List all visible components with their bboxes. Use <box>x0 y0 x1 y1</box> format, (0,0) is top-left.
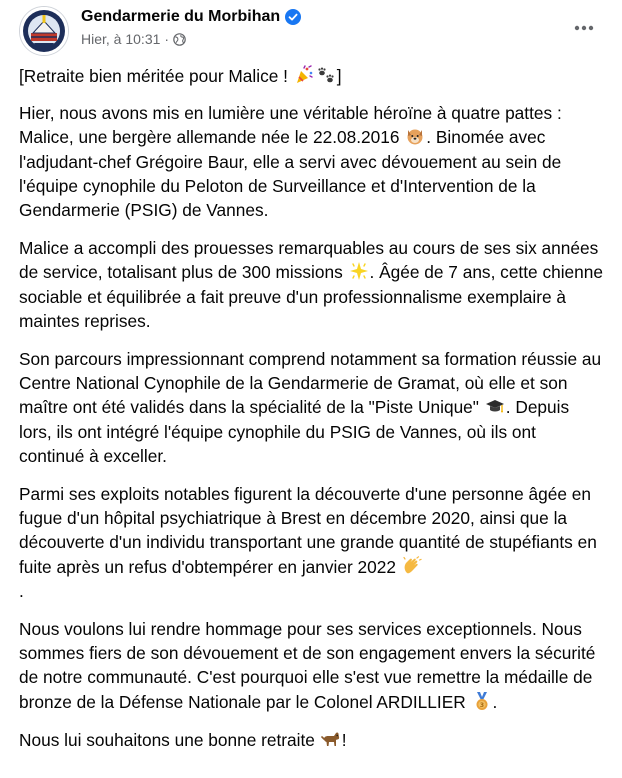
post-message <box>19 62 606 752</box>
paragraph-tail: . Binomée avec l'adjudant-chef Grégoire Baur, elle a servi avec dévouement au sein de l'équipe cynophile du Peloton de Surveillance et d'Intervention de la Gendarmerie (PSIG) de Vannes. <box>19 127 562 221</box>
author-row <box>81 6 301 28</box>
post-paragraph-farewell <box>19 728 604 752</box>
author-block <box>81 6 301 48</box>
clapping-hands-emoji <box>402 556 422 576</box>
globe-icon <box>173 33 186 46</box>
paragraph-tail: . Âgée de 7 ans, cette chienne sociable et équilibrée a fait preuve d'un professionnalisme exemplaire à maintes reprises. <box>19 262 603 331</box>
paragraph-text: Parmi ses exploits notables figurent la découverte d'une personne âgée en fugue d'un hôpital psychiatrique à Brest en décembre 2020, ainsi que la découverte d'un individu transportant une grande quantité de stupéfiants en fuite après un refus d'obtempérer en janvier 2022 <box>19 484 597 577</box>
gendarmerie-logo-icon <box>20 7 68 55</box>
dog-emoji <box>321 729 341 749</box>
party-popper-emoji <box>294 65 314 85</box>
post-paragraph-intro <box>19 101 604 222</box>
more-options-button[interactable] <box>566 10 602 46</box>
paragraph-tail: . Depuis lors, ils ont intégré l'équipe cynophile du PSIG de Vannes, où ils ont continué à exceller. <box>19 397 570 466</box>
post-timestamp-link[interactable]: Hier, à 10:31 <box>81 31 161 47</box>
verified-badge-icon <box>285 9 301 25</box>
page-avatar[interactable] <box>19 6 69 56</box>
paragraph-text: Nous lui souhaitons une bonne retraite <box>19 729 320 750</box>
paw-prints-emoji <box>316 65 336 85</box>
paragraph-text: Nous voulons lui rendre hommage pour ses services exceptionnels. Nous sommes fiers de son dévouement et de son engagement envers la sécurité de notre communauté. C'est pourquoi elle s'est vue remettre la médaille de bronze de la Défense Nationale par le Colonel ARDILLIER <box>19 619 596 712</box>
sparkle-star-emoji <box>349 261 369 281</box>
paragraph-tail: . <box>492 691 498 712</box>
svg-text:3: 3 <box>479 701 484 709</box>
post-paragraph-exploits <box>19 482 604 603</box>
dog-face-emoji <box>405 126 425 146</box>
more-options-icon <box>574 25 594 31</box>
bronze-medal-emoji <box>472 691 492 711</box>
post-meta <box>81 30 301 48</box>
paragraph-tail: ] <box>336 66 342 86</box>
post-paragraph-missions <box>19 236 604 333</box>
paragraph-text: Hier, nous avons mis en lumière une véritable héroïne à quatre pattes : Malice, une bergère allemande née le 22.08.2016 <box>19 103 562 148</box>
paragraph-tail: ! <box>341 729 347 750</box>
paragraph-tail: . <box>19 580 24 601</box>
paragraph-text: Malice a accompli des prouesses remarquables au cours de ses six années de service, totalisant plus de 300 missions <box>19 238 599 283</box>
post-paragraph-title <box>19 64 604 88</box>
meta-separator: · <box>164 31 170 47</box>
paragraph-text: Son parcours impressionnant comprend notamment sa formation réussie au Centre National Cynophile de la Gendarmerie de Gramat, où elle et son maître ont été validés dans la spécialité de la "Piste Unique" <box>19 349 602 418</box>
post-paragraph-training <box>19 347 604 468</box>
graduation-cap-emoji <box>485 396 505 416</box>
page-name-link[interactable]: Gendarmerie du Morbihan <box>81 8 281 25</box>
post-paragraph-tribute <box>19 617 604 714</box>
post-header <box>19 0 606 62</box>
paragraph-text: [Retraite bien méritée pour Malice ! <box>19 66 293 86</box>
